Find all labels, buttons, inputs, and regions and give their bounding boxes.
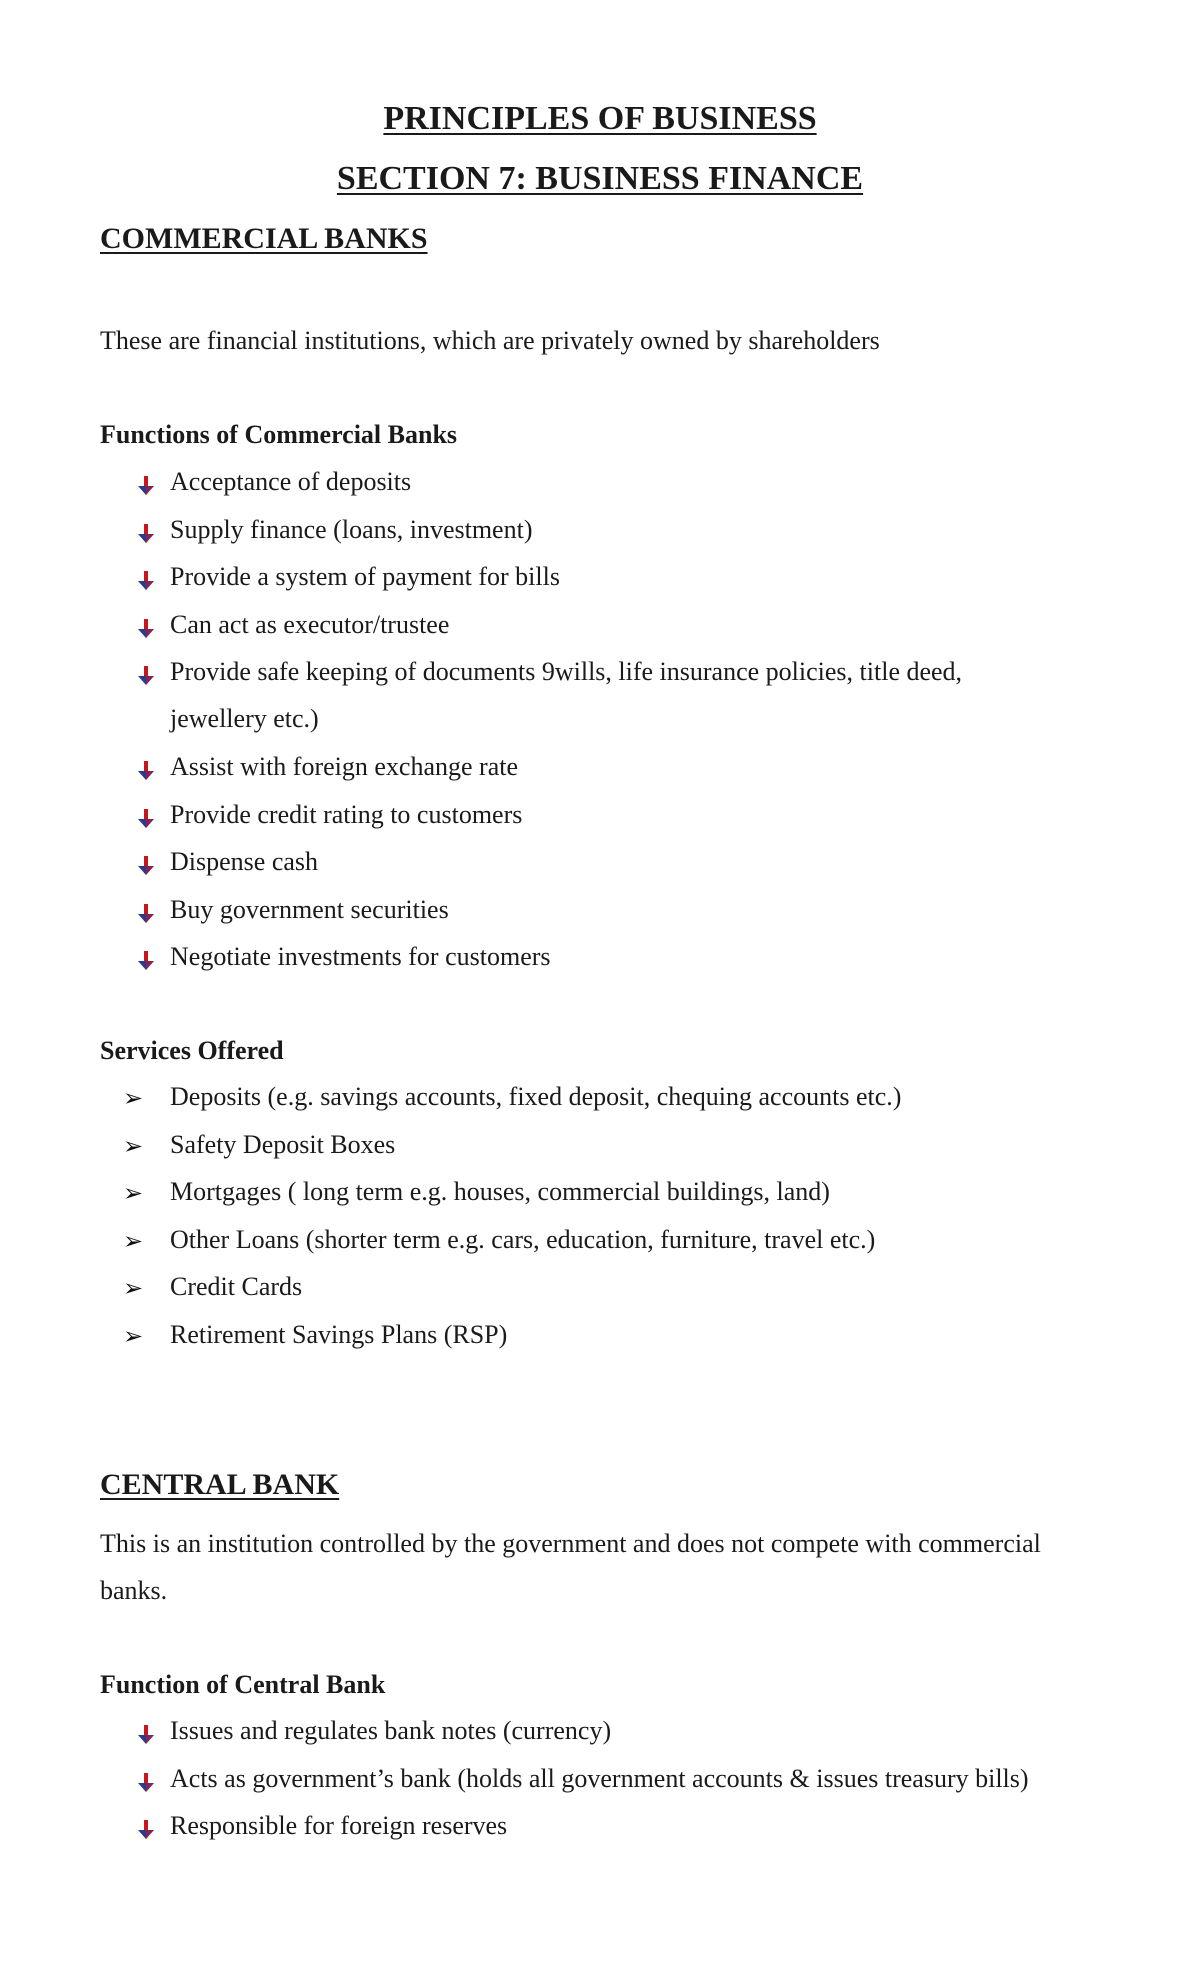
services-item-text: Safety Deposit Boxes (170, 1129, 396, 1159)
functions-central-heading: Function of Central Bank (100, 1670, 386, 1699)
down-arrow-bullet-icon (136, 760, 156, 782)
functions-commercial-item-text-continued: jewellery etc.) (170, 704, 319, 733)
down-arrow-bullet-icon (136, 475, 156, 497)
functions-commercial-item-text: Dispense cash (170, 847, 319, 876)
functions-commercial-item-text: Provide a system of payment for bills (170, 562, 560, 591)
arrowhead-bullet-icon: ➢ (123, 1084, 144, 1112)
functions-central-item-text: Issues and regulates bank notes (currency) (170, 1716, 612, 1745)
central-bank-heading: CENTRAL BANK (100, 1468, 340, 1501)
down-arrow-bullet-icon (136, 665, 156, 687)
down-arrow-bullet-icon (136, 1772, 156, 1794)
functions-commercial-item-text: Acceptance of deposits (170, 467, 412, 496)
down-arrow-bullet-icon (136, 1819, 156, 1841)
commercial-banks-heading: COMMERCIAL BANKS (100, 222, 428, 255)
down-arrow-bullet-icon (136, 808, 156, 830)
services-heading: Services Offered (100, 1036, 284, 1065)
functions-central-item-text: Responsible for foreign reserves (170, 1811, 508, 1840)
functions-commercial-heading: Functions of Commercial Banks (100, 420, 458, 449)
arrowhead-bullet-icon: ➢ (123, 1321, 144, 1350)
down-arrow-bullet-icon (136, 570, 156, 592)
down-arrow-bullet-icon (136, 855, 156, 877)
services-item-text: Mortgages ( long term e.g. houses, commercial buildings, land) (170, 1177, 830, 1206)
services-item-text: Credit Cards (170, 1272, 303, 1301)
functions-commercial-item-text: Can act as executor/trustee (170, 609, 450, 639)
down-arrow-bullet-icon (136, 903, 156, 925)
down-arrow-bullet-icon (136, 523, 156, 545)
central-bank-definition: This is an institution controlled by the government and does not compete with commercial banks. (100, 1529, 1041, 1605)
services-item-text: Other Loans (shorter term e.g. cars, education, furniture, travel etc.) (170, 1224, 876, 1254)
functions-commercial-item-text: Provide safe keeping of documents 9wills, life insurance policies, title deed, (170, 657, 963, 686)
arrowhead-bullet-icon: ➢ (123, 1226, 144, 1255)
arrowhead-bullet-icon: ➢ (123, 1274, 144, 1302)
commercial-banks-definition: These are financial institutions, which are privately owned by shareholders (100, 326, 880, 355)
arrowhead-bullet-icon: ➢ (123, 1179, 144, 1207)
services-item-text: Retirement Savings Plans (RSP) (170, 1319, 508, 1349)
functions-commercial-item-text: Buy government securities (170, 894, 449, 924)
services-item-text: Deposits (e.g. savings accounts, fixed deposit, chequing accounts etc.) (170, 1082, 902, 1111)
functions-commercial-item-text: Negotiate investments for customers (170, 942, 551, 971)
arrowhead-bullet-icon: ➢ (123, 1131, 144, 1160)
section-title: SECTION 7: BUSINESS FINANCE (336, 160, 864, 197)
down-arrow-bullet-icon (136, 1724, 156, 1746)
down-arrow-bullet-icon (136, 950, 156, 972)
functions-commercial-item-text: Assist with foreign exchange rate (170, 752, 519, 781)
document-title: PRINCIPLES OF BUSINESS (383, 100, 817, 137)
functions-commercial-item-text: Provide credit rating to customers (170, 799, 523, 829)
down-arrow-bullet-icon (136, 618, 156, 640)
functions-commercial-item-text: Supply finance (loans, investment) (170, 514, 533, 544)
functions-central-item-text: Acts as government’s bank (holds all government accounts & issues treasury bills) (170, 1763, 1029, 1793)
